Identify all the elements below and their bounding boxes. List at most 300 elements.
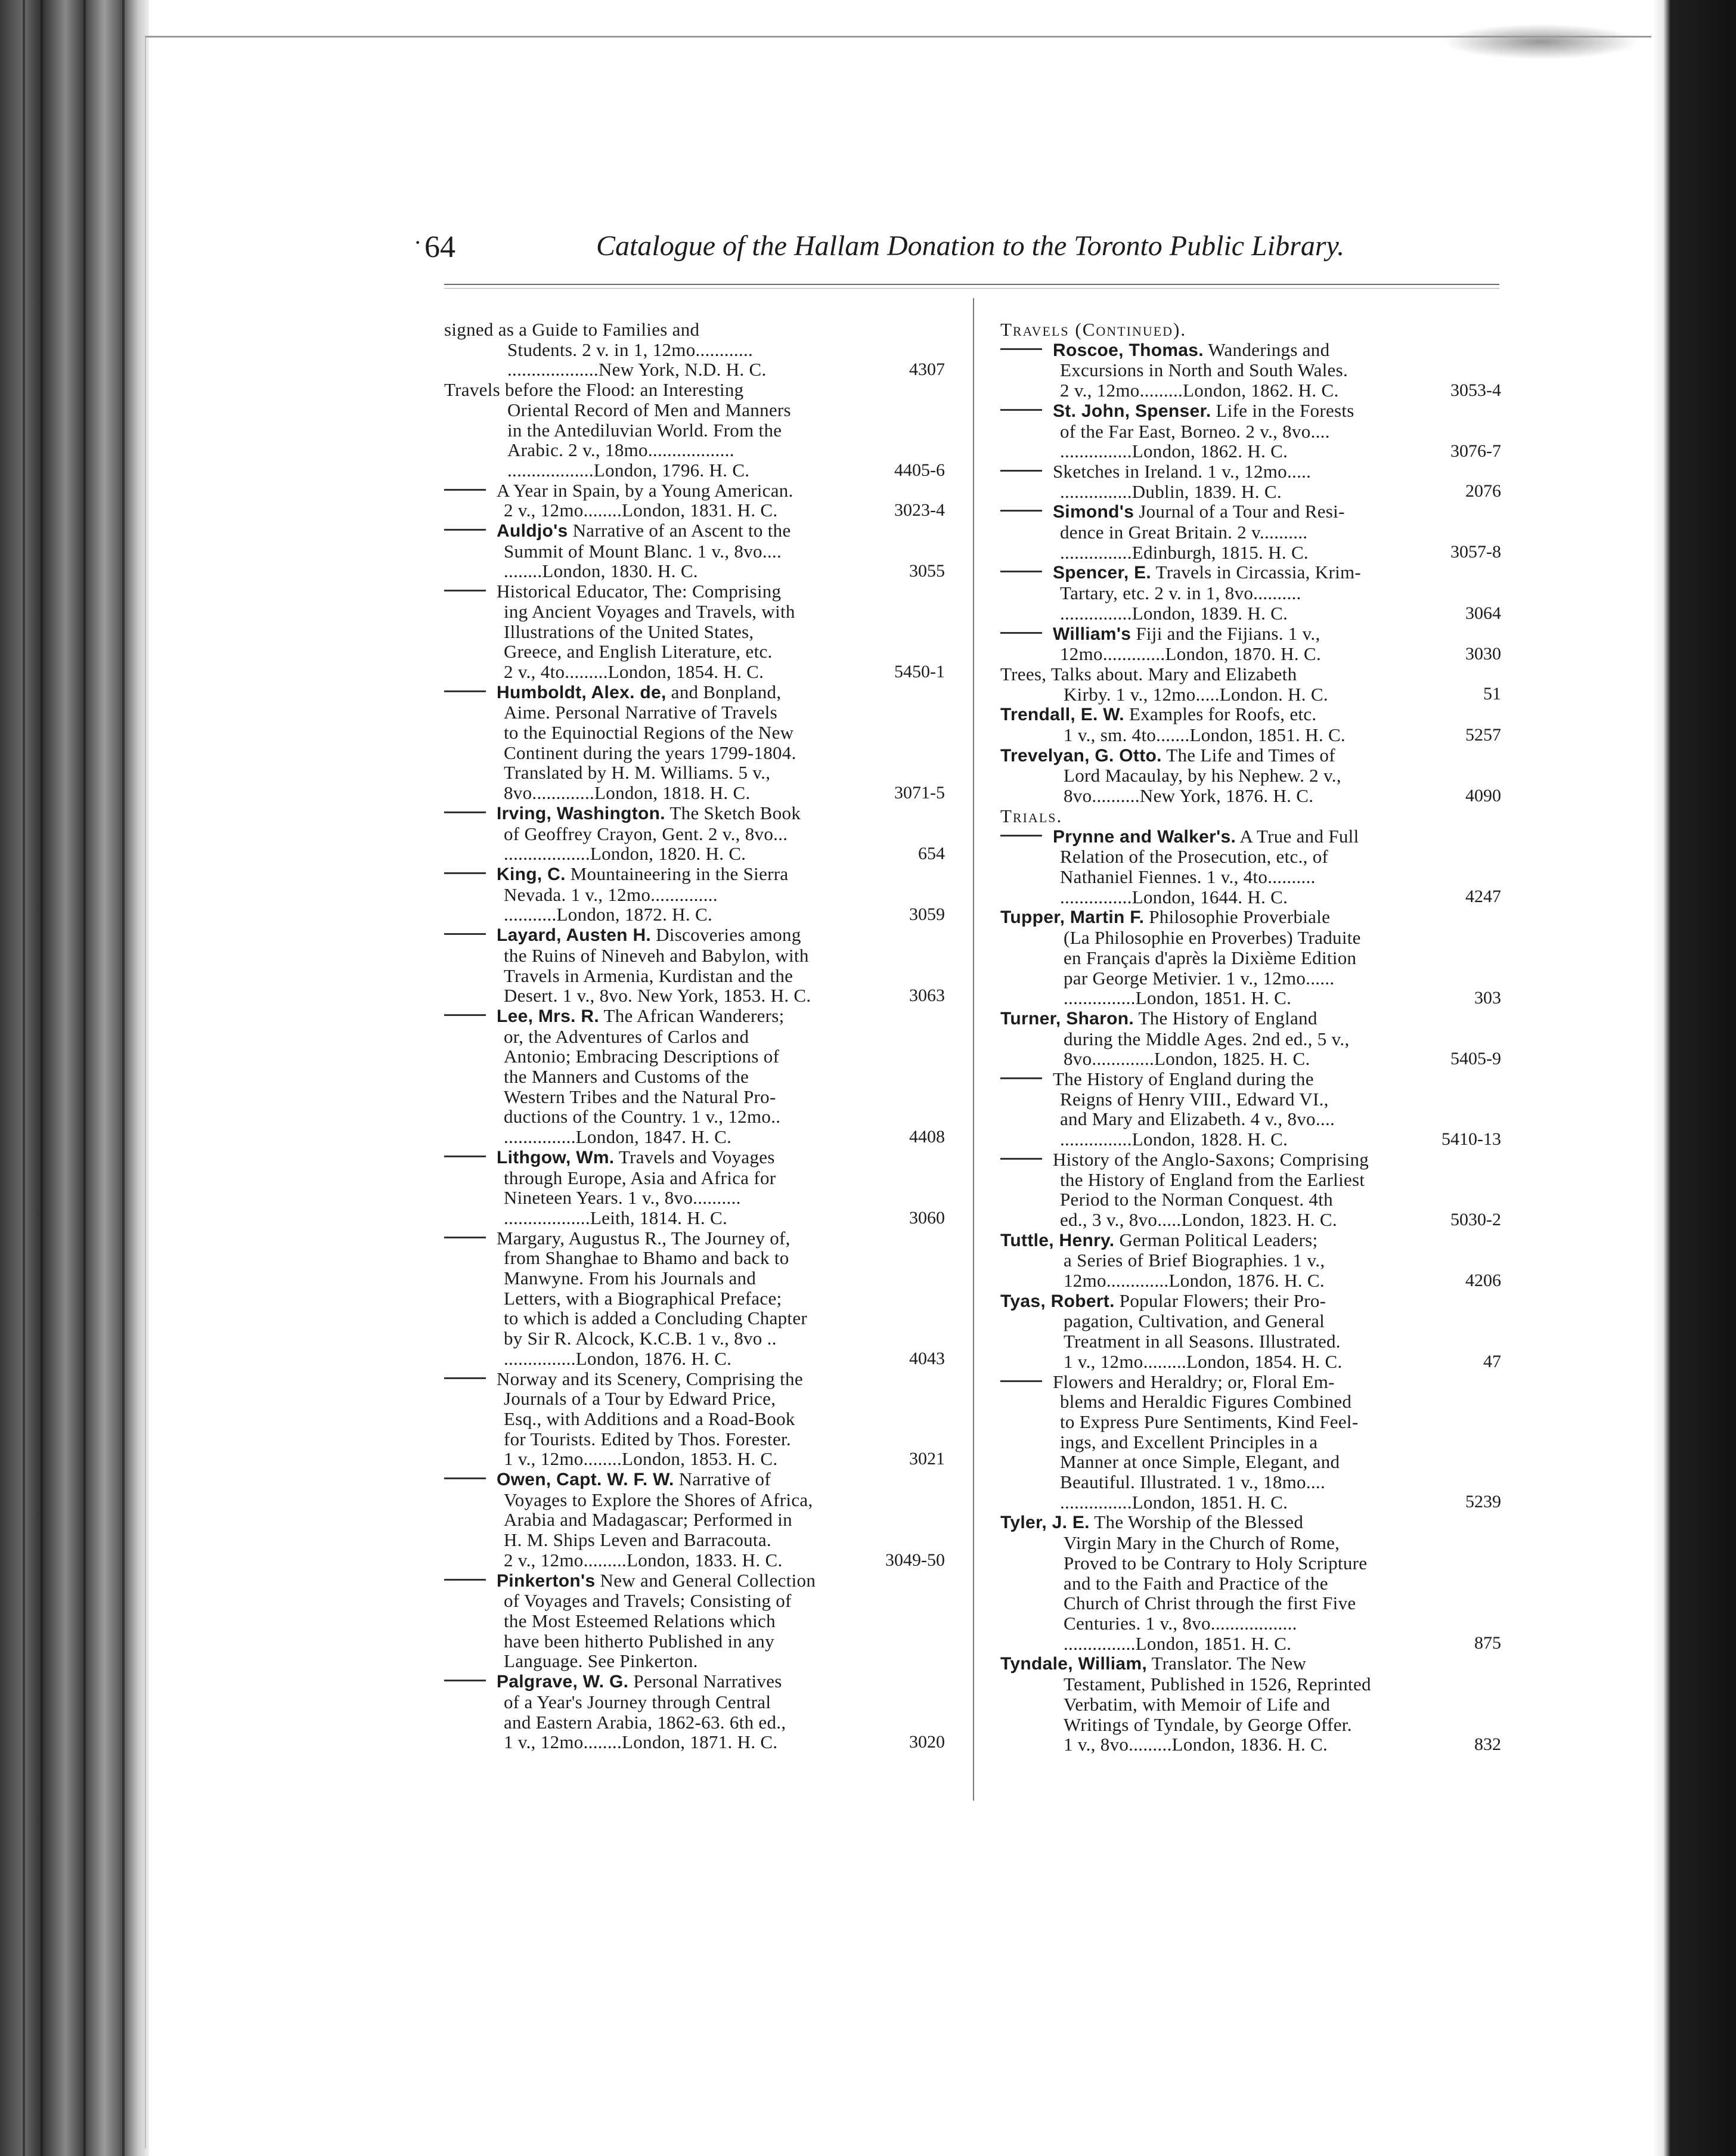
entry-text: 8vo..........New York, 1876. H. C. [1064, 785, 1314, 807]
entry-line [444, 500, 945, 521]
entry-line [1000, 1553, 1501, 1573]
entry-text: ings, and Excellent Principles in a [1060, 1431, 1318, 1452]
entry-text: Church of Christ through the first Five [1064, 1593, 1356, 1614]
entry-text: Western Tribes and the Natural Pro- [504, 1086, 776, 1107]
entry-line [444, 783, 945, 803]
entry-text: Translator. The New [1147, 1653, 1307, 1674]
call-number: 4043 [909, 1348, 945, 1368]
entry-text: the History of England from the Earliest [1060, 1169, 1365, 1190]
author-name: Tyndale, William, [1000, 1654, 1147, 1674]
entry-line [444, 1067, 945, 1087]
entry-line [1000, 1452, 1501, 1472]
entry-text: Trees, Talks about. Mary and Elizabeth [1000, 663, 1297, 684]
call-number: 47 [1483, 1351, 1501, 1371]
entry-line [444, 1268, 945, 1288]
entry-line [444, 400, 945, 420]
ditto-dash [444, 690, 486, 692]
entry-line [444, 1611, 945, 1631]
call-number: 5405-9 [1450, 1049, 1501, 1069]
entry-text: ...............London, 1851. H. C. [1060, 1491, 1288, 1513]
entry-text: Oriental Record of Men and Manners [507, 399, 791, 420]
entry-line [444, 803, 945, 824]
catalogue-entry [444, 1671, 945, 1752]
entry-line [1000, 1109, 1501, 1129]
entry-text: Travels in Armenia, Kurdistan and the [504, 965, 793, 986]
entry-text: Personal Narratives [628, 1671, 782, 1692]
entry-text: Letters, with a Biographical Preface; [504, 1287, 782, 1309]
call-number: 5410-13 [1442, 1129, 1501, 1149]
entry-line [1000, 1634, 1501, 1654]
catalogue-entry [444, 481, 945, 521]
catalogue-entry [444, 925, 945, 1006]
entry-line [1000, 624, 1501, 645]
entry-text: 2 v., 12mo.........London, 1862. H. C. [1060, 380, 1339, 401]
catalogue-entry [444, 521, 945, 581]
entry-text: H. M. Ships Leven and Barracouta. [504, 1529, 771, 1551]
entry-line [1000, 1392, 1501, 1412]
entry-text: The Worship of the Blessed [1089, 1511, 1304, 1533]
entry-text: Testament, Published in 1526, Reprinted [1064, 1674, 1371, 1695]
ditto-dash [444, 1237, 486, 1238]
entry-line [1000, 1129, 1501, 1150]
catalogue-entry [1000, 664, 1501, 704]
entry-text: Treatment in all Seasons. Illustrated. [1064, 1331, 1341, 1352]
entry-text: 2 v., 12mo.........London, 1833. H. C. [504, 1549, 783, 1570]
ditto-dash [444, 811, 486, 813]
entry-text: Narrative of an Ascent to the [568, 520, 791, 541]
book-binding [0, 0, 149, 2156]
entry-line [444, 1328, 945, 1349]
call-number: 3049-50 [885, 1550, 945, 1570]
entry-line [444, 521, 945, 541]
entry-text: 8vo.............London, 1818. H. C. [504, 782, 751, 804]
entry-line [1000, 1674, 1501, 1695]
entry-line [444, 1168, 945, 1188]
entry-text: Language. See Pinkerton. [504, 1650, 698, 1672]
entry-line [1000, 380, 1501, 401]
entry-text: dence in Great Britain. 2 v.......... [1060, 522, 1308, 543]
catalogue-entry [444, 682, 945, 803]
entry-line [444, 1671, 945, 1692]
call-number: 3076-7 [1450, 441, 1501, 461]
page-edge-right [1653, 0, 1736, 2156]
entry-text: Wanderings and [1203, 339, 1330, 360]
entry-text: Margary, Augustus R., The Journey of, [497, 1227, 790, 1249]
entry-line [1000, 401, 1501, 422]
entry-line [1000, 907, 1501, 928]
entry-text: ..................London, 1796. H. C. [507, 459, 750, 481]
entry-text: pagation, Cultivation, and General [1064, 1311, 1325, 1332]
ditto-dash [1000, 510, 1042, 512]
entry-text: Historical Educator, The: Comprising [497, 581, 782, 602]
entry-line [1000, 1271, 1501, 1291]
entry-text: ...............London, 1839. H. C. [1060, 602, 1288, 624]
call-number: 3060 [909, 1207, 945, 1228]
page-number: · 64 [424, 230, 455, 265]
entry-line [1000, 766, 1501, 786]
entry-text: Nevada. 1 v., 12mo.............. [504, 884, 718, 905]
entry-text: Antonio; Embracing Descriptions of [504, 1046, 780, 1067]
entry-line [1000, 644, 1501, 664]
entry-line [444, 662, 945, 682]
entry-text: 2 v., 4to.........London, 1854. H. C. [504, 661, 764, 682]
author-name: Lee, Mrs. R. [497, 1006, 599, 1026]
entry-text: (La Philosophie en Proverbes) Traduite [1064, 927, 1361, 949]
entry-text: en Français d'après la Dixième Edition [1064, 947, 1357, 968]
entry-text: Arabia and Madagascar; Performed in [504, 1509, 792, 1531]
entry-line [444, 1732, 945, 1752]
entry-text: Life in the Forests [1211, 399, 1354, 421]
entry-text: Reigns of Henry VIII., Edward VI., [1060, 1088, 1329, 1110]
entry-line [444, 1591, 945, 1611]
entry-line [444, 1308, 945, 1328]
entry-text: Discoveries among [651, 924, 801, 946]
ditto-dash [1000, 1158, 1042, 1160]
entry-line [444, 1147, 945, 1168]
entry-text: Kirby. 1 v., 12mo.....London. H. C. [1064, 683, 1328, 705]
call-number: 3023-4 [894, 500, 945, 521]
entry-text: Relation of the Prosecution, etc., of [1060, 846, 1329, 868]
entry-line [444, 440, 945, 460]
entry-text: Journal of a Tour and Resi- [1134, 501, 1345, 522]
entry-line [1000, 1412, 1501, 1432]
entry-text: Summit of Mount Blanc. 1 v., 8vo.... [504, 540, 782, 562]
ditto-dash [1000, 409, 1042, 411]
call-number: 3064 [1465, 603, 1501, 623]
right-column [1000, 320, 1501, 1755]
entry-text: in the Antediluvian World. From the [507, 419, 782, 441]
entry-line [444, 743, 945, 763]
entry-line [1000, 441, 1501, 461]
entry-line [1000, 1372, 1501, 1392]
call-number: 3053-4 [1450, 380, 1501, 400]
entry-line [1000, 1311, 1501, 1331]
entry-text: ...............London, 1828. H. C. [1060, 1129, 1288, 1150]
entry-line [444, 966, 945, 986]
call-number: 832 [1474, 1734, 1501, 1754]
entry-line [1000, 422, 1501, 442]
entry-line [1000, 826, 1501, 847]
entry-text: Manner at once Simple, Elegant, and [1060, 1451, 1340, 1473]
entry-line [444, 622, 945, 642]
entry-line [444, 541, 945, 562]
author-name: Lithgow, Wm. [497, 1147, 615, 1167]
entry-text: par George Metivier. 1 v., 12mo...... [1064, 967, 1335, 989]
entry-line [444, 340, 945, 360]
entry-text: Norway and its Scenery, Comprising the [497, 1368, 803, 1389]
left-column [444, 320, 945, 1752]
entry-line [444, 1530, 945, 1550]
entry-line [1000, 928, 1501, 948]
entry-text: Fiji and the Fijians. 1 v., [1131, 622, 1320, 644]
entry-text: of Voyages and Travels; Consisting of [504, 1590, 792, 1612]
entry-text: 1 v., sm. 4to.......London, 1851. H. C. [1064, 724, 1346, 746]
entry-line [444, 1550, 945, 1570]
entry-text: The Sketch Book [665, 802, 801, 823]
entry-text: ...............London, 1644. H. C. [1060, 886, 1288, 907]
entry-line [1000, 664, 1501, 684]
entry-text: of the Far East, Borneo. 2 v., 8vo.... [1060, 420, 1330, 442]
catalogue-entry [1000, 461, 1501, 501]
entry-line [444, 360, 945, 380]
entry-text: of Geoffrey Crayon, Gent. 2 v., 8vo... [504, 823, 788, 844]
author-name: Layard, Austen H. [497, 925, 652, 946]
entry-text: Verbatim, with Memoir of Life and [1064, 1693, 1331, 1715]
call-number: 3057-8 [1450, 542, 1501, 562]
ditto-dash [444, 529, 486, 531]
entry-text: ........London, 1830. H. C. [504, 560, 698, 582]
author-name: Tyas, Robert. [1000, 1291, 1115, 1311]
entry-line [444, 1429, 945, 1449]
entry-line [444, 1692, 945, 1712]
entry-line [1000, 1593, 1501, 1613]
ditto-dash [444, 1377, 486, 1379]
catalogue-entry [444, 581, 945, 682]
entry-text: Travels and Voyages [614, 1146, 775, 1167]
entry-text: ...............London, 1876. H. C. [504, 1348, 732, 1369]
author-name: Roscoe, Thomas. [1053, 340, 1204, 360]
call-number: 2076 [1465, 481, 1501, 501]
entry-line [1000, 1734, 1501, 1755]
entry-line [1000, 543, 1501, 563]
entry-text: ...................New York, N.D. H. C. [507, 359, 767, 380]
catalogue-entry [1000, 826, 1501, 907]
entry-line [444, 1228, 945, 1249]
entry-line [1000, 847, 1501, 867]
entry-line [444, 1369, 945, 1389]
entry-text: Lord Macaulay, by his Nephew. 2 v., [1064, 765, 1341, 786]
entry-line [1000, 684, 1501, 705]
entry-line [1000, 1573, 1501, 1594]
entry-line [1000, 1432, 1501, 1452]
author-name: Tyler, J. E. [1000, 1513, 1090, 1533]
entry-line [1000, 1492, 1501, 1513]
entry-line [444, 1208, 945, 1228]
entry-text: 2 v., 12mo........London, 1831. H. C. [504, 500, 778, 521]
section-heading: Trials. [1000, 805, 1063, 826]
entry-text: 1 v., 12mo........London, 1871. H. C. [504, 1731, 778, 1753]
call-number: 51 [1483, 684, 1501, 704]
entry-text: and Bonpland, [666, 681, 782, 702]
catalogue-entry [444, 1228, 945, 1369]
page-header [417, 230, 1407, 277]
author-name: Auldjo's [497, 521, 568, 541]
entry-line [1000, 1089, 1501, 1110]
entry-line [1000, 1069, 1501, 1089]
entry-line [444, 1409, 945, 1429]
entry-text: the Ruins of Nineveh and Babylon, with [504, 944, 809, 966]
entry-text: have been hitherto Published in any [504, 1630, 774, 1652]
entry-text: New and General Collection [595, 1569, 816, 1591]
catalogue-entry [1000, 401, 1501, 461]
call-number: 3021 [909, 1449, 945, 1469]
ditto-dash [1000, 470, 1042, 472]
entry-text: 12mo.............London, 1876. H. C. [1064, 1270, 1325, 1291]
entry-line [1000, 1653, 1501, 1674]
entry-line [1000, 562, 1501, 583]
entry-line [1000, 988, 1501, 1008]
entry-line [1000, 948, 1501, 968]
entry-line [444, 1570, 945, 1591]
catalogue-entry [1000, 1653, 1501, 1755]
entry-text: a Series of Brief Biographies. 1 v., [1064, 1250, 1325, 1271]
entry-text: Journals of a Tour by Edward Price, [504, 1388, 776, 1410]
entry-line [1000, 1230, 1501, 1251]
entry-text: Continent during the years 1799-1804. [504, 742, 796, 763]
catalogue-entry [444, 1006, 945, 1147]
call-number: 4405-6 [894, 460, 945, 480]
entry-text: for Tourists. Edited by Thos. Forester. [504, 1428, 791, 1449]
entry-text: ..................London, 1820. H. C. [504, 843, 746, 865]
call-number: 4090 [1465, 785, 1501, 806]
entry-text: Sketches in Ireland. 1 v., 12mo..... [1053, 460, 1312, 482]
entry-line [444, 1046, 945, 1067]
ditto-dash [1000, 835, 1042, 837]
catalogue-entry [1000, 1230, 1501, 1291]
catalogue-entry [1000, 320, 1501, 340]
author-name: Tupper, Martin F. [1000, 907, 1145, 928]
catalogue-entry [1000, 340, 1501, 401]
entry-line [1000, 745, 1501, 766]
author-name: St. John, Spenser. [1053, 401, 1211, 421]
catalogue-entry [444, 1147, 945, 1228]
ditto-dash [1000, 348, 1042, 350]
entry-line [444, 702, 945, 723]
call-number: 4247 [1465, 887, 1501, 907]
call-number: 5030-2 [1450, 1209, 1501, 1229]
author-name: Owen, Capt. W. F. W. [497, 1470, 674, 1490]
entry-line [1000, 1250, 1501, 1271]
ditto-dash [444, 489, 486, 491]
entry-text: or, the Adventures of Carlos and [504, 1026, 749, 1047]
entry-text: History of the Anglo-Saxons; Comprising [1053, 1148, 1369, 1170]
entry-text: signed as a Guide to Families and [444, 319, 700, 340]
entry-line [444, 986, 945, 1006]
entry-line [444, 1188, 945, 1208]
catalogue-entry [444, 803, 945, 864]
catalogue-entry [1000, 1291, 1501, 1372]
entry-text: Manwyne. From his Journals and [504, 1268, 757, 1289]
author-name: Turner, Sharon. [1000, 1008, 1134, 1029]
author-name: Tuttle, Henry. [1000, 1230, 1115, 1250]
running-title: Catalogue of the Hallam Donation to the Toronto Public Library. [596, 230, 1345, 262]
ditto-dash [444, 933, 486, 935]
catalogue-entry [444, 1369, 945, 1470]
entry-line [444, 1288, 945, 1309]
entry-text: ...............Dublin, 1839. H. C. [1060, 481, 1282, 502]
entry-text: The Life and Times of [1161, 744, 1335, 766]
entry-line [1000, 1512, 1501, 1533]
entry-text: Nineteen Years. 1 v., 8vo.......... [504, 1187, 741, 1209]
call-number: 3063 [909, 985, 945, 1005]
entry-line [444, 380, 945, 400]
entry-line [444, 1631, 945, 1652]
entry-text: Illustrations of the United States, [504, 621, 754, 642]
call-number: 4307 [909, 360, 945, 380]
catalogue-entry [1000, 624, 1501, 664]
entry-text: and Mary and Elizabeth. 4 v., 8vo.... [1060, 1108, 1335, 1130]
column-divider [973, 298, 974, 1801]
entry-line [444, 723, 945, 743]
entry-text: Philosophie Proverbiale [1144, 906, 1331, 928]
entry-text: Popular Flowers; their Pro- [1114, 1290, 1326, 1311]
entry-text: to which is added a Concluding Chapter [504, 1308, 808, 1329]
entry-text: of a Year's Journey through Central [504, 1691, 771, 1712]
entry-text: A True and Full [1236, 825, 1359, 847]
author-name: Trendall, E. W. [1000, 705, 1124, 725]
entry-text: and Eastern Arabia, 1862-63. 6th ed., [504, 1711, 786, 1733]
entry-text: Nathaniel Fiennes. 1 v., 4to.......... [1060, 866, 1316, 887]
entry-text: ...............Edinburgh, 1815. H. C. [1060, 541, 1309, 563]
author-name: Pinkerton's [497, 1570, 596, 1591]
entry-text: Tartary, etc. 2 v. in 1, 8vo.......... [1060, 583, 1301, 604]
entry-text: Aime. Personal Narrative of Travels [504, 702, 778, 723]
entry-text: Centuries. 1 v., 8vo.................. [1064, 1613, 1297, 1634]
entry-text: 1 v., 12mo........London, 1853. H. C. [504, 1448, 778, 1470]
entry-text: Mountaineering in the Sierra [565, 863, 789, 884]
entry-text: Virgin Mary in the Church of Rome, [1064, 1532, 1340, 1554]
entry-line [444, 1490, 945, 1510]
entry-text: ing Ancient Voyages and Travels, with [504, 600, 795, 622]
entry-text: Period to the Norman Conquest. 4th [1060, 1189, 1333, 1210]
entry-text: Travels in Circassia, Krim- [1151, 562, 1362, 583]
entry-line [1000, 1008, 1501, 1029]
entry-line [1000, 1613, 1501, 1634]
call-number: 5239 [1465, 1492, 1501, 1512]
entry-text: 8vo.............London, 1825. H. C. [1064, 1048, 1310, 1070]
catalogue-entry [444, 380, 945, 481]
call-number: 3071-5 [894, 782, 945, 803]
entry-line [1000, 603, 1501, 624]
entry-text: ed., 3 v., 8vo.....London, 1823. H. C. [1060, 1209, 1337, 1230]
entry-line [444, 763, 945, 783]
catalogue-entry [1000, 806, 1501, 826]
ditto-dash [444, 1014, 486, 1016]
entry-text: Travels before the Flood: an Interesting [444, 379, 744, 401]
entry-text: The History of England [1133, 1007, 1318, 1029]
author-name: Irving, Washington. [497, 803, 665, 823]
entry-line [444, 1006, 945, 1027]
ditto-dash [444, 590, 486, 591]
author-name: Spencer, E. [1053, 563, 1152, 583]
ditto-dash [444, 1477, 486, 1479]
entry-line [1000, 867, 1501, 887]
call-number: 3059 [909, 904, 945, 925]
catalogue-entry [1000, 1372, 1501, 1513]
entry-line [1000, 1170, 1501, 1190]
entry-line [444, 885, 945, 905]
entry-text: ..................Leith, 1814. H. C. [504, 1207, 728, 1228]
entry-line [444, 460, 945, 481]
entry-line [1000, 1210, 1501, 1230]
author-name: Prynne and Walker's. [1053, 826, 1236, 847]
entry-line [1000, 1533, 1501, 1553]
ditto-dash [444, 1156, 486, 1157]
catalogue-entry [1000, 745, 1501, 806]
entry-text: Examples for Roofs, etc. [1124, 704, 1317, 725]
entry-line [1000, 1189, 1501, 1210]
entry-line [1000, 1331, 1501, 1352]
entry-line [444, 1027, 945, 1047]
entry-text: from Shanghae to Bhamo and back to [504, 1247, 789, 1269]
catalogue-entry [1000, 907, 1501, 1008]
entry-text: 1 v., 12mo.........London, 1854. H. C. [1064, 1350, 1343, 1372]
entry-line [444, 1087, 945, 1107]
entry-text: Arabic. 2 v., 18mo.................. [507, 439, 734, 461]
entry-text: ...............London, 1847. H. C. [504, 1126, 732, 1148]
author-name: William's [1053, 624, 1132, 644]
call-number: 5450-1 [894, 661, 945, 682]
